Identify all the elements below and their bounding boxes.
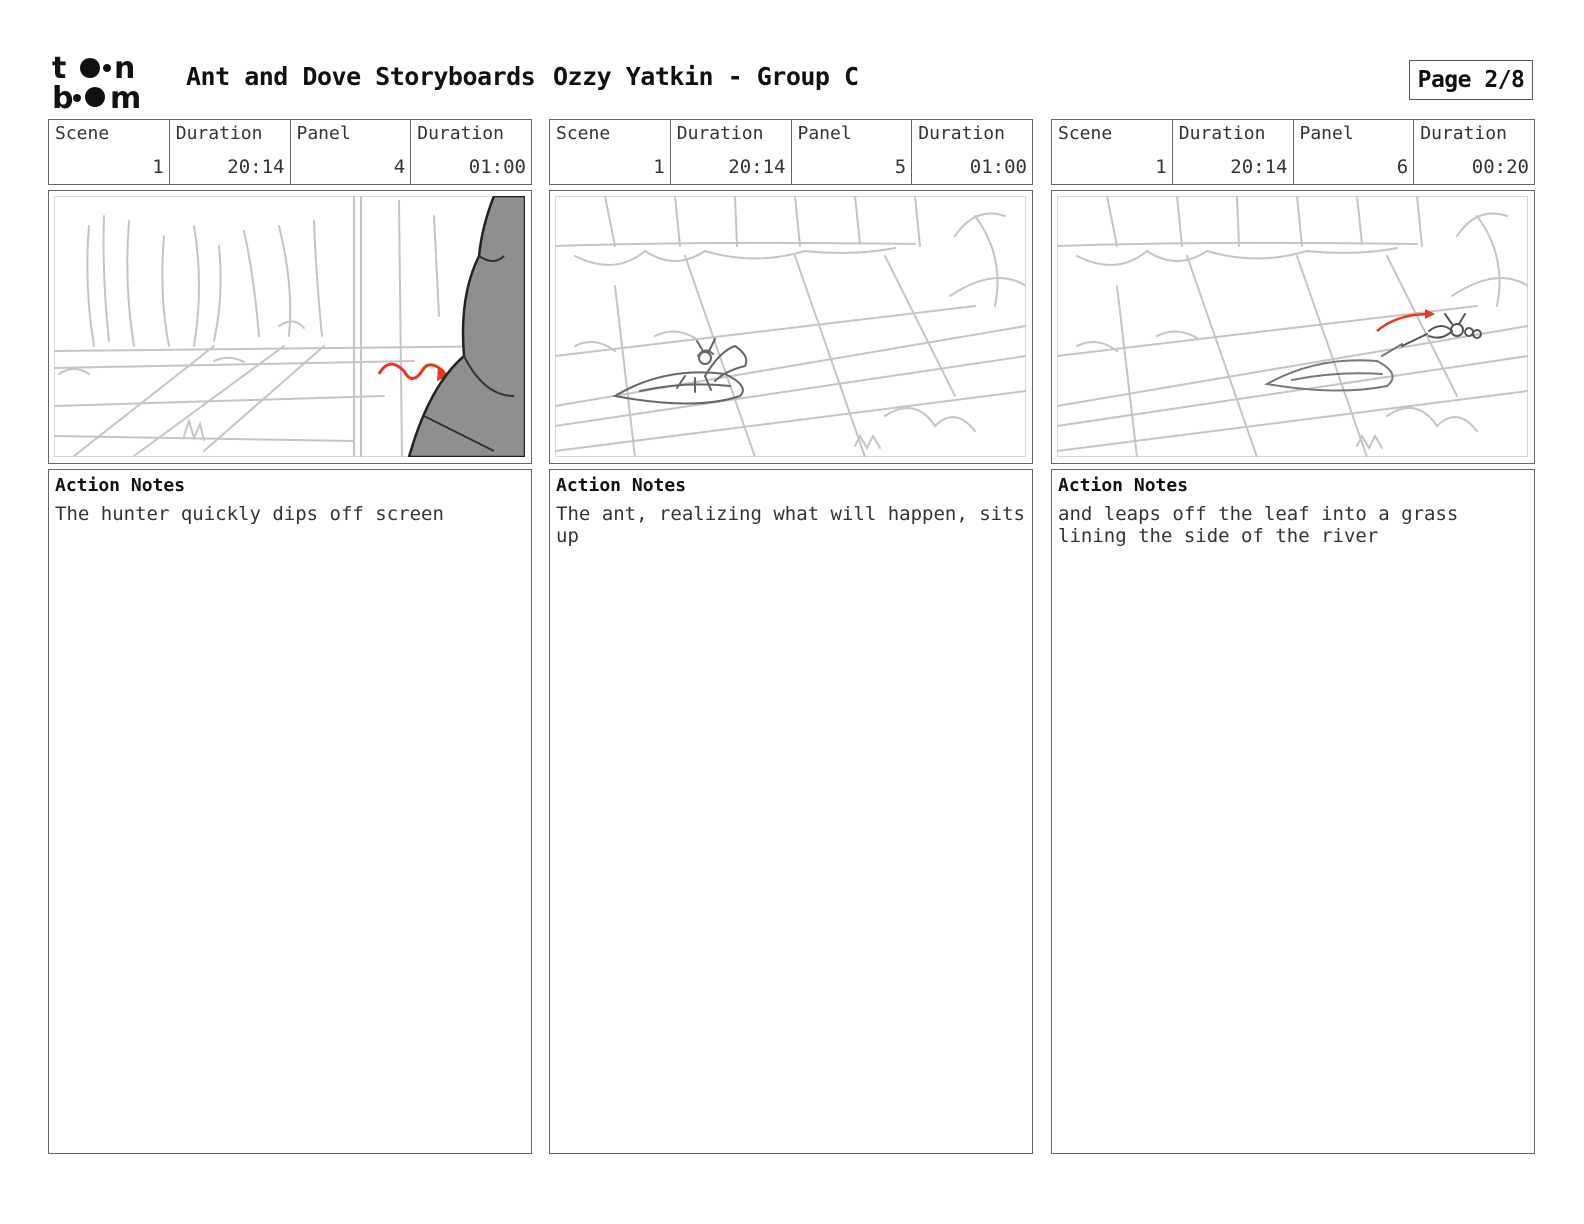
panel-duration-label: Duration: [417, 123, 504, 144]
scene-label: Scene: [55, 123, 110, 144]
panel-number: 4: [393, 156, 406, 178]
action-notes-box: [549, 469, 1033, 1154]
action-notes-title: Action Notes: [556, 475, 687, 496]
scene-number: 1: [152, 156, 164, 178]
panel-info-row: [1051, 119, 1535, 185]
action-notes-title: Action Notes: [55, 475, 186, 496]
action-notes-box: [48, 469, 532, 1154]
panel-number: 5: [894, 156, 907, 178]
scene-duration-cell: [1173, 120, 1294, 184]
panel-label: Panel: [296, 123, 351, 144]
svg-text:t: t: [52, 52, 67, 86]
panel-cell: [792, 120, 913, 184]
scene-number: 1: [653, 156, 665, 178]
scene-cell: [550, 120, 671, 184]
scene-duration-cell: [671, 120, 792, 184]
panel-duration-label: Duration: [1420, 123, 1507, 144]
action-notes-text: The ant, realizing what will happen, sits up: [556, 503, 1025, 547]
action-notes-text: and leaps off the leaf into a grass lining the side of the river: [1058, 503, 1459, 547]
page-indicator: Page 2/8: [1409, 60, 1533, 100]
frame-sketch-hunter: [54, 196, 525, 457]
panel-cell: [1294, 120, 1415, 184]
scene-duration-label: Duration: [1178, 123, 1266, 144]
frame-sketch-ant-leaping: [1057, 196, 1528, 457]
scene-duration: 20:14: [728, 156, 786, 178]
panel-duration: 01:00: [969, 156, 1027, 178]
scene-cell: [1052, 120, 1173, 184]
svg-text:n: n: [114, 52, 136, 86]
storyboard-frame: [48, 190, 532, 464]
svg-text:m: m: [110, 81, 142, 112]
panel-duration: 01:00: [468, 156, 526, 178]
storyboard-frame: [1051, 190, 1535, 464]
panel-info-row: [48, 119, 532, 185]
panel-duration-cell: [912, 120, 1032, 184]
panel-number: 6: [1396, 156, 1409, 178]
panel-duration: 00:20: [1471, 156, 1529, 178]
panel-info-row: [549, 119, 1033, 185]
panel-duration-cell: [1414, 120, 1534, 184]
panel-duration-cell: [411, 120, 531, 184]
panel-label: Panel: [797, 123, 852, 144]
scene-duration: 20:14: [1230, 156, 1288, 178]
scene-duration-label: Duration: [676, 123, 764, 144]
action-notes-box: [1051, 469, 1535, 1154]
panel-label: Panel: [1299, 123, 1354, 144]
action-notes-title: Action Notes: [1058, 475, 1189, 496]
toon-boom-logo: [52, 52, 164, 112]
action-notes-text: The hunter quickly dips off screen: [55, 503, 444, 525]
frame-sketch-ant-on-leaf: [555, 196, 1026, 457]
scene-duration-label: Duration: [175, 123, 263, 144]
scene-duration-cell: [170, 120, 291, 184]
scene-label: Scene: [1058, 123, 1113, 144]
author-group: Ozzy Yatkin - Group C: [553, 62, 859, 91]
svg-text:b: b: [52, 81, 74, 112]
panel-duration-label: Duration: [918, 123, 1005, 144]
storyboard-frame: [549, 190, 1033, 464]
scene-label: Scene: [556, 123, 611, 144]
scene-duration: 20:14: [227, 156, 285, 178]
scene-cell: [49, 120, 170, 184]
storyboard-title: Ant and Dove Storyboards: [186, 62, 536, 91]
panel-cell: [291, 120, 412, 184]
scene-number: 1: [1155, 156, 1167, 178]
